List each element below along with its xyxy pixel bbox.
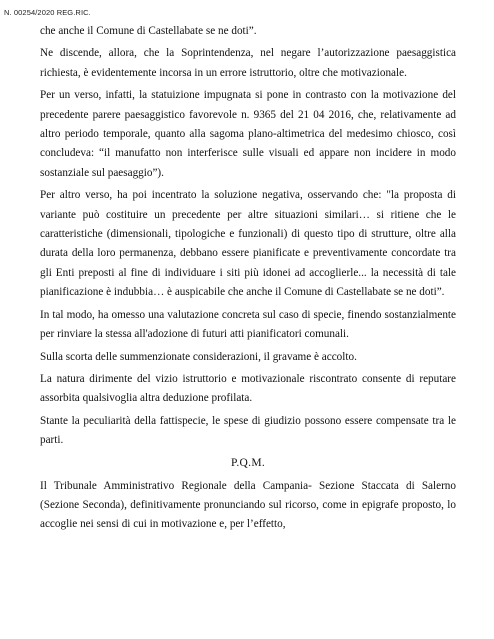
document-reference-number: N. 00254/2020 REG.RIC. — [4, 8, 91, 17]
document-body — [40, 22, 456, 538]
paragraph-omitted-evaluation: In tal modo, ha omesso una valutazione concreta sul caso di specie, finendo sostanzialmente per rinviare la stessa all'adozione di futuri atti pianificatori comunali. — [40, 308, 456, 341]
paragraph-appeal-accepted: Sulla scorta delle summenzionate considerazioni, il gravame è accolto. — [40, 350, 357, 363]
paragraph-continuation: che anche il Comune di Castellabate se ne doti”. — [40, 25, 257, 37]
paragraph-first-reason: Per un verso, infatti, la statuizione impugnata si pone in contrasto con la motivazione del precedente parere paesaggistico favorevole n. 9365 del 21 04 2016, che, relativamente ad altro periodo temporale, quanto alla sagoma plano-altimetrica del medesimo chiosco, così concludeva: “il manufatto non interferisce sulle visuali ed appare non incidere in modo sostanziale sul paesaggio”). — [40, 89, 456, 179]
paragraph-conclusion-error: Ne discende, allora, che la Soprintendenza, nel negare l’autorizzazione paesaggistica richiesta, è evidentemente incorsa in un errore istruttorio, oltre che motivazionale. — [40, 47, 456, 79]
paragraph-legal-costs: Stante la peculiarità della fattispecie, le spese di giudizio possono essere compensate tra le parti. — [40, 414, 456, 447]
paragraph-ruling: Il Tribunale Amministrativo Regionale della Campania- Sezione Staccata di Salerno (Sezione Seconda), definitivamente pronunciando sul ricorso, come in epigrafe proposto, lo accoglie nei sensi di cui in motivazione e, per l’effetto, — [40, 479, 456, 531]
paragraph-absorbed-objections: La natura dirimente del vizio istruttorio e motivazionale riscontrato consente di reputare assorbita qualsivoglia altra deduzione profilata. — [40, 372, 456, 405]
paragraph-second-reason: Per altro verso, ha poi incentrato la soluzione negativa, osservando che: "la proposta di variante può costituire un precedente per altre situazioni similari… si ritiene che le caratteristiche (dimensionali, tipologiche e funzionali) di questo tipo di strutture, oltre alla durata della loro permanenza, debbano essere pianificate e preventivamente concordate tra gli Enti preposti al fine di individuare i siti più idonei ad accoglierle... la necessità di tale pianificazione è indubbia… è auspicabile che anche il Comune di Castellabate se ne doti”. — [40, 189, 456, 299]
section-heading-pqm: P.Q.M. — [230, 456, 266, 469]
